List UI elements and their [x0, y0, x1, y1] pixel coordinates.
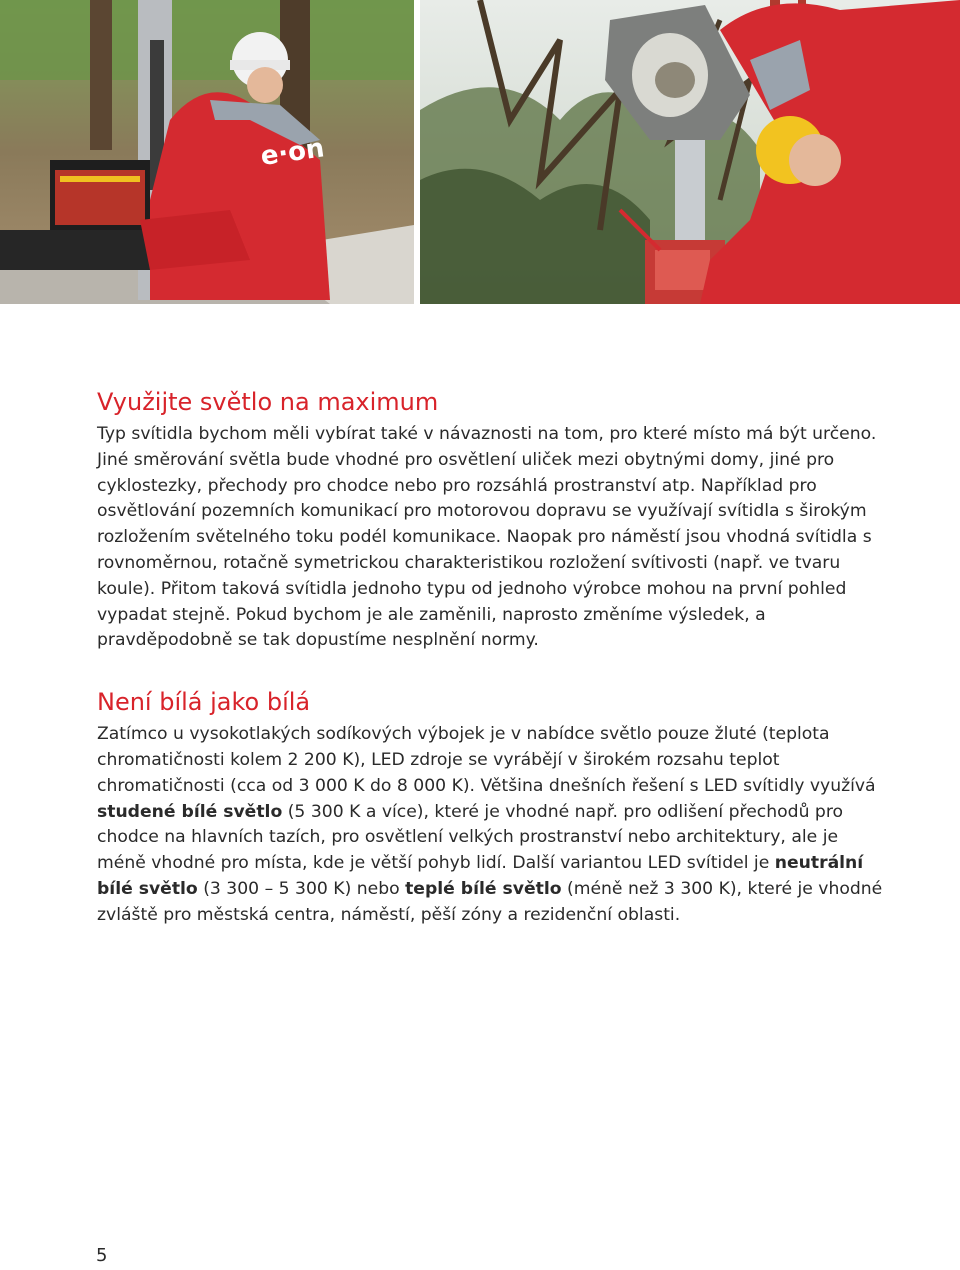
section-use-light-maximum: [97, 386, 887, 654]
paragraph-text: Zatímco u vysokotlakých sodíkových výbojek je v nabídce světlo pouze žluté (teplota chromatičnosti kolem 2 200 K), LED zdroje se vyrábějí v širokém rozsahu teplot chromatičnosti (cca od 3 000 K do 8 000 K). Většina dnešních řešení s LED svítidly využívá: [97, 724, 876, 796]
article-content: [97, 386, 887, 929]
page-number: 5: [96, 1245, 108, 1266]
eon-logo: e·on: [258, 133, 327, 172]
paragraph-text: (5 300 K a více), které je vhodné např. pro odlišení přechodů pro chodce na hlavních tazích, pro osvětlení velkých prostranství nebo architektury, ale je méně vhodné pro místa, kde je větší pohyb lidí. Další variantou LED svítidel je: [97, 801, 844, 874]
highlight-cold-white: studené bílé světlo: [97, 801, 283, 822]
section-title: Není bílá jako bílá: [97, 688, 311, 717]
paragraph-text: (3 300 – 5 300 K) nebo: [197, 878, 406, 899]
section-white-not-white: [97, 686, 887, 928]
paragraph-text: (méně než 3 300 K), které je vhodné zvláště pro městská centra, náměstí, pěší zóny a rezidenční oblasti.: [97, 878, 883, 925]
section-title: Využijte světlo na maximum: [97, 388, 439, 416]
highlight-warm-white: teplé bílé světlo: [405, 878, 562, 899]
header-photos: [0, 0, 960, 304]
highlight-neutral-white: neutrální bílé světlo: [97, 853, 864, 899]
section-paragraph: Typ svítidla bychom měli vybírat také v návaznosti na tom, pro které místo má být určeno. Jiné směrování světla bude vhodné pro osvětlení uliček mezi obytnými domy, jiné pro cyklostezky, přechody pro chodce nebo pro rozsáhlá prostranství atp. Například pro osvětlování pozemních komunikací pro motorovou dopravu se využívají svítidla s širokým rozložením světelného toku podél komunikace. Naopak pro náměstí jsou vhodná svítidla s rovnoměrnou, rotačně symetrickou charakteristikou rozložení svítivosti (např. ve tvaru koule). Přitom taková svítidla jednoho typu od jednoho výrobce mohou na první pohled vypadat stejně. Pokud bychom je ale zaměnili, naprosto změníme výsledek, a pravděpodobně se tak dopustíme nesplnění normy.: [97, 424, 877, 651]
worker-at-lamp-post-photo: [0, 0, 414, 304]
section-paragraph: [97, 722, 887, 928]
worker-repairing-street-lamp-photo: [420, 0, 960, 304]
